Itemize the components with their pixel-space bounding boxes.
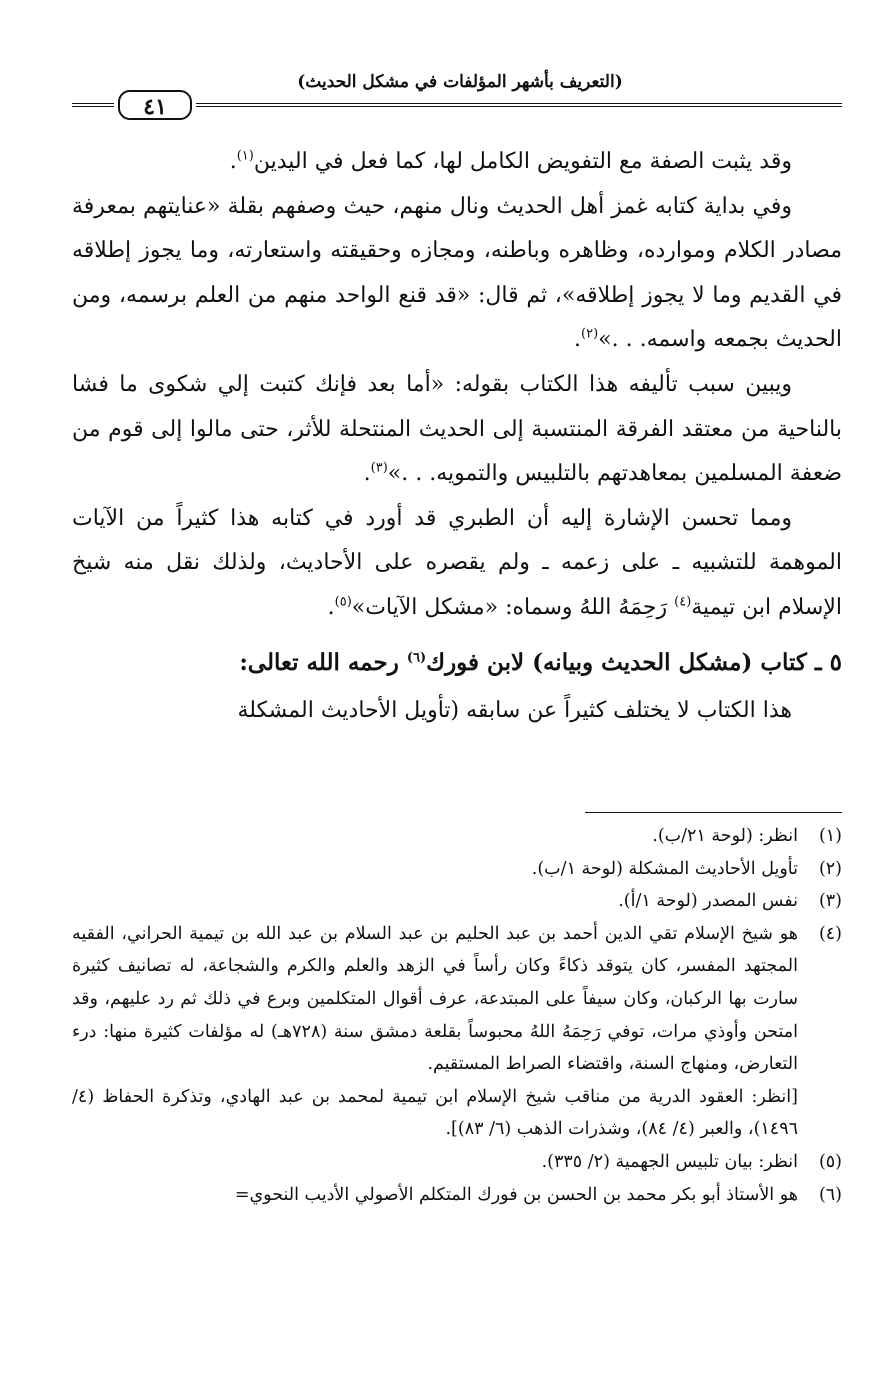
header-rule-right [196,103,842,107]
header-rule-left [72,103,114,107]
footnote-number: (٦) [818,1184,842,1205]
footnote-number: (٢) [818,858,842,879]
footnote-separator [585,812,842,813]
footnote-text: تأويل الأحاديث المشكلة (لوحة ١/ب). [531,858,798,879]
page-number: ٤١ [118,90,192,120]
footnote [72,820,842,853]
footnote [72,1179,842,1212]
footnotes [72,820,842,1211]
paragraph: ويبين سبب تأليفه هذا الكتاب بقوله: «أما بعد فإنك كتبت إلي شكوى ما فشا بالناحية من معتقد الفرقة المنتسبة إلى الحديث المنتحلة للأثر، حتى مالوا إلى قوم من ضعفة المسلمين بمعاهدتهم بالتلبيس والتمويه. . .»$^{(٣)}$. [72,371,842,487]
footnote-text: هو الأستاذ أبو بكر محمد بن الحسن بن فورك المتكلم الأصولي الأديب النحوي= [234,1184,798,1205]
section-heading: ٥ ـ كتاب (مشكل الحديث وبيانه) لابن فورك$^{(٦)}$ رحمه الله تعالى: [239,648,842,676]
paragraph: وقد يثبت الصفة مع التفويض الكامل لها، كما فعل في اليدين$^{(١)}$. [229,148,792,174]
paragraph: ومما تحسن الإشارة إليه أن الطبري قد أورد في كتابه هذا كثيراً من الآيات الموهمة للتشبيه ـ على زعمه ـ ولم يقصره على الأحاديث، ولذلك نقل منه شيخ الإسلام ابن تيمية$^{(٤)}$ رَحِمَهُ اللهُ وسماه: «مشكل الآيات»$^{(٥)}$. [72,505,842,620]
footnote-ref[interactable]: (٢) [581,327,599,343]
footnote-number: (٤) [818,923,842,944]
footnote [72,885,842,918]
main-text [72,140,842,733]
footnote-text [72,918,798,1146]
footnote [72,1146,842,1179]
footnote-ref[interactable]: (٥) [334,594,352,610]
footnote-text: انظر: بيان تلبيس الجهمية (٢/ ٣٣٥). [541,1151,798,1172]
footnote-number: (١) [818,826,842,846]
footnote-ref[interactable]: (١) [236,148,254,164]
running-title: (التعريف بأشهر المؤلفات في مشكل الحديث) [297,72,623,92]
footnote-text: انظر: (لوحة ٢١/ب). [652,826,798,846]
footnote-number: (٥) [818,1151,842,1172]
paragraph: وفي بداية كتابه غمز أهل الحديث ونال منهم، حيث وصفهم بقلة «عنايتهم بمعرفة مصادر الكلام وموارده، وظاهره وباطنه، ومجازه وحقيقته واستعارته، وما يجوز إطلاقه في القديم وما لا يجوز إطلاقه»، ثم قال: «قد قنع الواحد منهم من العلم برسمه، ومن الحديث بجمعه واسمه. . .»$^{(٢)}$. [72,193,842,353]
footnote-bio: هو شيخ الإسلام تقي الدين أحمد بن عبد الحليم بن عبد السلام بن عبد الله بن تيمية الحراني، الفقيه المجتهد المفسر، كان يتوقد ذكاءً وكان رأساً في الزهد والعلم والكرم والشجاعة، له تصانيف كثيرة سارت بها الركبان، وكان سيفاً على المبتدعة، عرف أقوال المتكلمين وبرع في ذلك ثم رد عليهم، وقد امتحن وأوذي مرات، توفي رَحِمَهُ اللهُ محبوساً بقلعة دمشق سنة (٧٢٨هـ) له مؤلفات كثيرة منها: درء التعارض، ومنهاج السنة، واقتضاء الصراط المستقيم. [72,923,798,1075]
footnote-text: نفس المصدر (لوحة ١/أ). [618,891,798,912]
footnote-ref[interactable]: (٤) [674,594,692,610]
footnote [72,918,842,1146]
footnote-ref[interactable]: (٦) [406,649,427,665]
footnote-ref[interactable]: (٣) [370,460,388,476]
footnote-number: (٣) [818,891,842,912]
footnote-sources: [انظر: العقود الدرية من مناقب شيخ الإسلام ابن تيمية لمحمد بن عبد الهادي، وتذكرة الحفاظ (٤/ ١٤٩٦)، والعبر (٤/ ٨٤)، وشذرات الذهب (٦/ ٨٣)]. [72,1086,798,1140]
footnote [72,853,842,886]
paragraph: هذا الكتاب لا يختلف كثيراً عن سابقه (تأويل الأحاديث المشكلة [237,697,792,723]
